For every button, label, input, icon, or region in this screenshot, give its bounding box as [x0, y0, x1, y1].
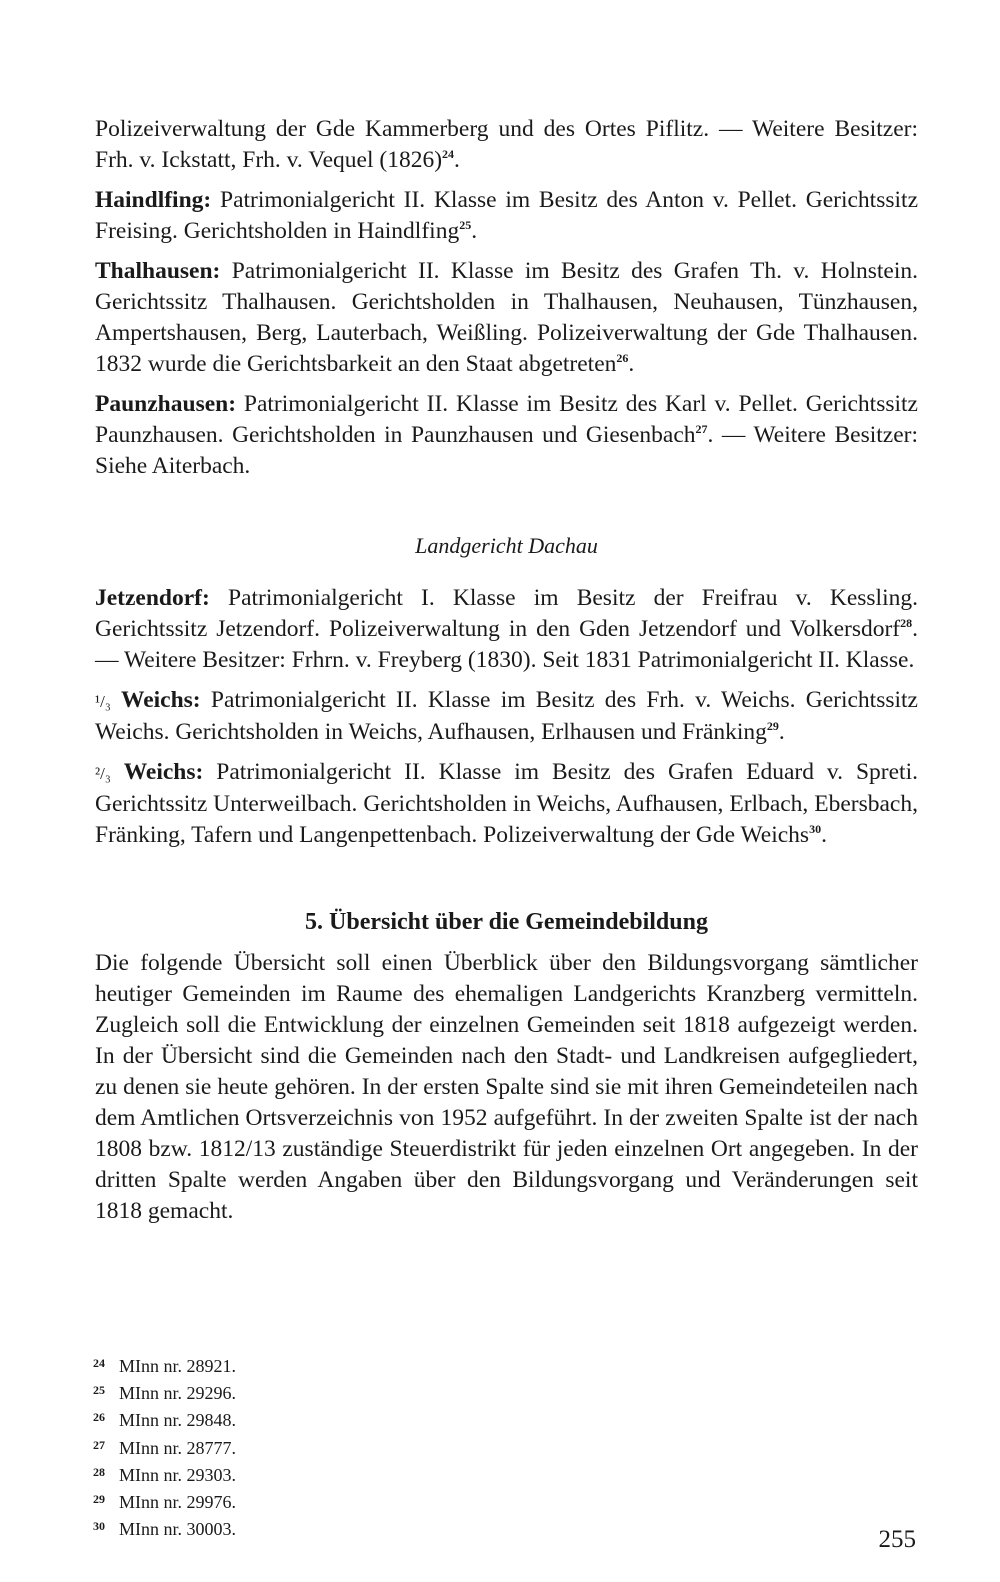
footnote-text: MInn nr. 30003.: [119, 1519, 236, 1540]
footnote: [93, 1405, 236, 1432]
footnote-ref: 24: [442, 147, 455, 161]
entry-text: Patrimonialgericht II. Klasse im Besitz des Frh. v. Weichs. Gerichtssitz Weichs. Gerichtsholden in Weichs, Aufhausen, Erlhausen und Fränking: [95, 687, 918, 745]
entry-thalhausen: [95, 256, 918, 380]
entry-text-after: .: [628, 351, 635, 377]
entry-kammerberg: [95, 114, 918, 176]
footnote-ref: 27: [695, 422, 708, 436]
footnote: [93, 1351, 236, 1378]
footnote-ref: 29: [766, 719, 779, 733]
entry-text-after: .: [778, 719, 785, 745]
entry-weichs-one-third: [95, 685, 918, 748]
entry-text: Patrimonialgericht I. Klasse im Besitz der Freifrau v. Kessling. Gerichtssitz Jetzendorf. Polizeiverwaltung in den Gden Jetzendorf und Volkersdorf: [95, 585, 918, 642]
page-number: 255: [878, 1526, 916, 1553]
entry-paunzhausen: [95, 389, 918, 482]
entry-text: Patrimonialgericht II. Klasse im Besitz des Grafen Th. v. Holnstein. Gerichtssitz Thalhausen. Gerichtsholden in Thalhausen, Neuhausen, Tünzhausen, Ampertshausen, Berg, Lauterbach, Weißling. Polizeiverwaltung der Gde Thalhausen. 1832 wurde die Gerichtsbarkeit an den Staat abgetreten: [95, 258, 918, 377]
footnote: [93, 1378, 236, 1405]
footnote-text: MInn nr. 28777.: [119, 1437, 236, 1458]
footnote-text: MInn nr. 29296.: [119, 1383, 236, 1404]
footnotes: [93, 1351, 236, 1541]
entry-name: Paunzhausen:: [95, 391, 237, 417]
footnote-number: 30: [93, 1519, 105, 1534]
footnote-ref: 26: [616, 351, 629, 365]
footnote-number: 28: [93, 1464, 105, 1479]
body-paragraph: Die folgende Übersicht soll einen Überblick über den Bildungsvorgang sämtlicher heutiger Gemeinden im Raume des ehemaligen Landgerichts Kranzberg vermitteln. Zugleich soll die Entwicklung der einzelnen Gemeinden seit 1818 aufgezeigt werden. In der Übersicht sind die Gemeinden nach den Stadt- und Landkreisen aufgegliedert, zu denen sie heute gehören. In der ersten Spalte sind sie mit ihren Gemeindeteilen nach dem Amtlichen Ortsverzeichnis von 1952 aufgeführt. In der zweiten Spalte ist der nach 1808 bzw. 1812/13 zuständige Steuerdistrikt für jeden einzelnen Ort angegeben. In der dritten Spalte werden Angaben über den Bildungsvorgang und Veränderungen seit 1818 gemacht.: [95, 950, 918, 1224]
footnote-number: 24: [93, 1356, 105, 1370]
footnote-text: MInn nr. 29303.: [119, 1464, 236, 1485]
footnote-text: MInn nr. 29848.: [119, 1410, 236, 1431]
footnote-number: 25: [93, 1383, 105, 1398]
entry-name: Weichs:: [123, 759, 204, 785]
entry-name: Jetzendorf:: [95, 585, 210, 611]
entry-jetzendorf: [95, 583, 918, 676]
entry-weichs-two-thirds: [95, 757, 918, 851]
entry-text-after: . — Weitere Besitzer: Frhrn. v. Freyberg (1830). Seit 1831 Patrimonialgericht II. Klasse.: [95, 616, 918, 673]
footnote: [93, 1514, 236, 1541]
footnote-ref: 30: [809, 822, 822, 836]
fraction-prefix: ¹/₃: [95, 692, 111, 711]
entry-text: Polizeiverwaltung der Gde Kammerberg und des Ortes Piflitz. — Weitere Besitzer: Frh. v. Ickstatt, Frh. v. Vequel (1826): [95, 116, 918, 173]
entry-text: Patrimonialgericht II. Klasse im Besitz des Grafen Eduard v. Spreti. Gerichtssitz Unterweilbach. Gerichtsholden in Weichs, Aufhausen, Erlbach, Ebersbach, Fränking, Tafern und Langenpettenbach. Polizeiverwaltung der Gde Weichs: [95, 759, 918, 848]
text-column: [95, 114, 918, 1227]
footnote-ref: 25: [459, 218, 472, 232]
entry-text-after: .: [471, 218, 478, 244]
entry-haindlfing: [95, 185, 918, 247]
footnote-number: 29: [93, 1492, 105, 1507]
footnote-text: MInn nr. 29976.: [119, 1492, 236, 1513]
fraction-prefix: ²/₃: [95, 764, 111, 783]
footnote: [93, 1487, 236, 1514]
section-heading: 5. Übersicht über die Gemeindebildung: [305, 909, 708, 935]
footnote-number: 26: [93, 1410, 105, 1425]
subheading-landgericht-dachau: Landgericht Dachau: [415, 533, 598, 558]
entry-text-after: .: [454, 147, 460, 173]
entry-text: Patrimonialgericht II. Klasse im Besitz des Karl v. Pellet. Gerichtssitz Paunzhausen. Gerichtsholden in Paunzhausen und Giesenbach: [95, 391, 918, 448]
footnote: [93, 1460, 236, 1487]
footnote-number: 27: [93, 1437, 105, 1452]
footnote-ref: 28: [900, 616, 913, 630]
entry-text-after: .: [821, 822, 827, 848]
entry-name: Haindlfing:: [95, 187, 212, 213]
entry-text: Patrimonialgericht II. Klasse im Besitz des Anton v. Pellet. Gerichtssitz Freising. Gerichtsholden in Haindlfing: [95, 187, 918, 244]
footnote: [93, 1433, 236, 1460]
entry-name: Weichs:: [121, 687, 201, 713]
entry-name: Thalhausen:: [95, 258, 221, 284]
entry-text-after: . — Weitere Besitzer: Siehe Aiterbach.: [95, 422, 918, 479]
footnote-text: MInn nr. 28921.: [119, 1356, 236, 1376]
